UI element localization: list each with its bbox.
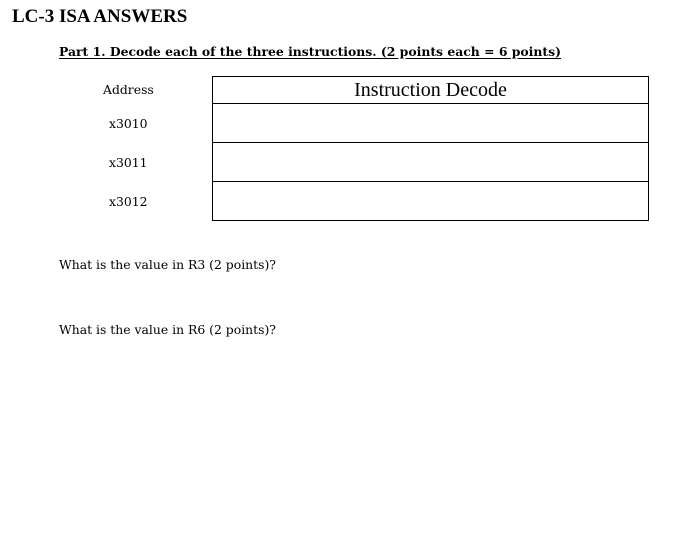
part-1-heading: Part 1. Decode each of the three instructions. (2 points each = 6 points): [59, 44, 561, 59]
table-row: [213, 182, 649, 221]
question-r3: What is the value in R3 (2 points)?: [59, 257, 276, 272]
document-title: LC-3 ISA ANSWERS: [12, 6, 188, 27]
table-row: [213, 143, 649, 182]
address-column-header: Address: [103, 82, 154, 97]
table-row: [213, 104, 649, 143]
address-label: x3011: [109, 155, 148, 170]
decode-cell[interactable]: [213, 143, 649, 182]
instruction-decode-table: [212, 76, 649, 221]
decode-cell[interactable]: [213, 182, 649, 221]
question-r6: What is the value in R6 (2 points)?: [59, 322, 276, 337]
address-label: x3010: [109, 116, 148, 131]
address-label: x3012: [109, 194, 148, 209]
table-header-row: [213, 77, 649, 104]
instruction-decode-header: Instruction Decode: [213, 77, 649, 104]
decode-cell[interactable]: [213, 104, 649, 143]
